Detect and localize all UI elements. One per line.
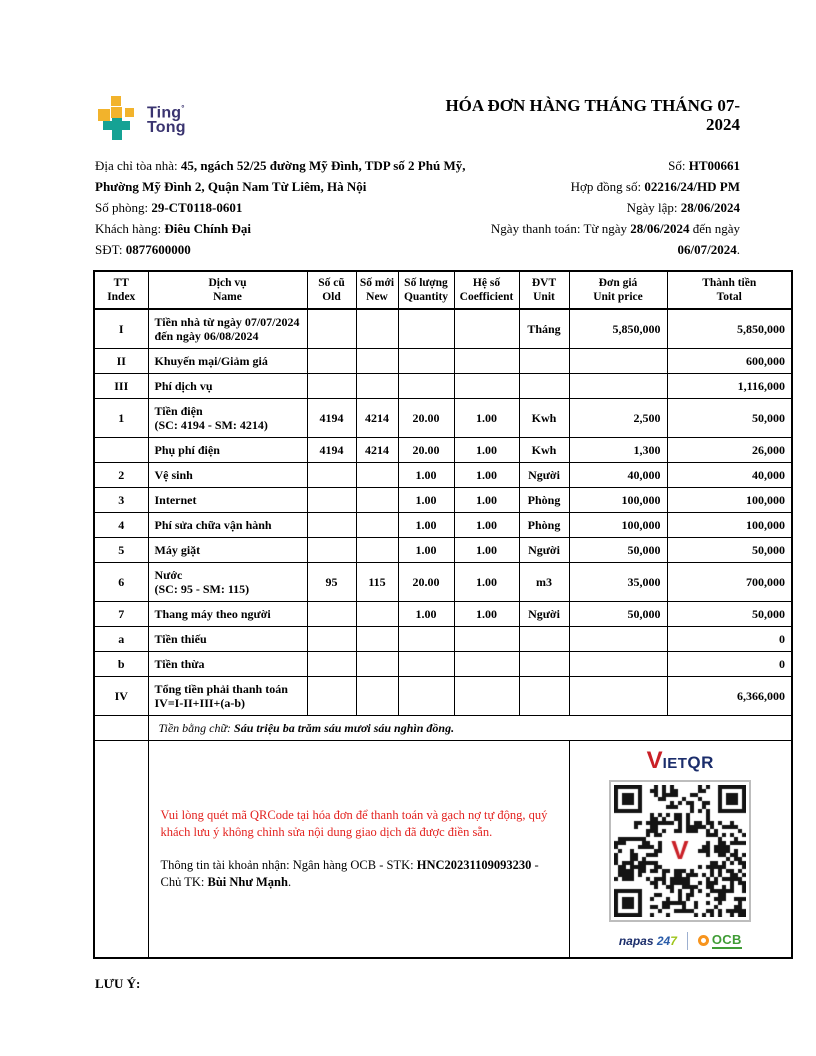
page-title: HÓA ĐƠN HÀNG THÁNG THÁNG 07-2024 [445, 96, 740, 134]
invoice-info-left [95, 155, 483, 260]
cell-total: 600,000 [667, 349, 792, 374]
cell-total: 26,000 [667, 438, 792, 463]
cell-unit-price: 100,000 [569, 513, 667, 538]
logo-divider [687, 932, 688, 950]
cell-total: 5,850,000 [667, 309, 792, 349]
cell-name: Vệ sinh [148, 463, 307, 488]
cell-coefficient: 1.00 [454, 463, 519, 488]
cell-coefficient: 1.00 [454, 563, 519, 602]
cell-old: 4194 [307, 438, 356, 463]
cell-coefficient [454, 309, 519, 349]
cell-unit-price [569, 374, 667, 399]
cell-index: III [94, 374, 148, 399]
amount-in-words-row [94, 716, 792, 741]
col-header-total: Thành tiền Total [667, 271, 792, 309]
col-header-index: TT Index [94, 271, 148, 309]
cell-old [307, 374, 356, 399]
cell-index: b [94, 652, 148, 677]
phone-line: SĐT: 0877600000 [95, 242, 191, 257]
table-row [94, 488, 792, 513]
cell-coefficient: 1.00 [454, 438, 519, 463]
cell-index: 4 [94, 513, 148, 538]
invoice-table-body [94, 309, 792, 716]
cell-unit: Tháng [519, 309, 569, 349]
cell-new: 4214 [356, 399, 398, 438]
table-row [94, 563, 792, 602]
cell-total: 1,116,000 [667, 374, 792, 399]
table-row [94, 602, 792, 627]
cell-quantity [398, 677, 454, 716]
cell-index: 5 [94, 538, 148, 563]
notes-heading: LƯU Ý: [95, 975, 141, 991]
cell-index: IV [94, 677, 148, 716]
qr-code [614, 785, 746, 917]
cell-new [356, 538, 398, 563]
cell-quantity: 20.00 [398, 563, 454, 602]
cell-old [307, 677, 356, 716]
cell-quantity [398, 652, 454, 677]
invoice-info [95, 155, 790, 260]
cell-unit-price: 50,000 [569, 538, 667, 563]
cell-total: 40,000 [667, 463, 792, 488]
cell-unit-price: 40,000 [569, 463, 667, 488]
cell-index: 7 [94, 602, 148, 627]
cell-unit [519, 627, 569, 652]
col-header-old: Số cũ Old [307, 271, 356, 309]
cell-name: Tiền thiếu [148, 627, 307, 652]
col-header-new: Số mới New [356, 271, 398, 309]
cell-new: 4214 [356, 438, 398, 463]
cell-name: Máy giặt [148, 538, 307, 563]
cell-name: Tiền điện (SC: 4194 - SM: 4214) [148, 399, 307, 438]
cell-coefficient [454, 349, 519, 374]
invoice-number-line: Số: HT00661 [668, 158, 740, 173]
qr-payment-notice: Vui lòng quét mã QRCode tại hóa đơn để thanh toán và gạch nợ tự động, quý khách lưu ý không chỉnh sửa nội dung giao dịch đã được điền sẵn. [160, 807, 548, 839]
cell-quantity: 1.00 [398, 513, 454, 538]
cell-coefficient [454, 652, 519, 677]
cell-quantity: 1.00 [398, 463, 454, 488]
customer-line: Khách hàng: Điêu Chính Đại [95, 221, 252, 236]
cell-total: 0 [667, 652, 792, 677]
cell-total: 50,000 [667, 602, 792, 627]
invoice-table-header [94, 271, 792, 309]
col-header-unit: ĐVT Unit [519, 271, 569, 309]
cell-total: 6,366,000 [667, 677, 792, 716]
cell-old: 95 [307, 563, 356, 602]
cell-total: 100,000 [667, 513, 792, 538]
cell-new: 115 [356, 563, 398, 602]
cell-index: 6 [94, 563, 148, 602]
page-header [95, 96, 790, 140]
cell-quantity [398, 627, 454, 652]
cell-new [356, 677, 398, 716]
cell-name: Thang máy theo người [148, 602, 307, 627]
cell-unit-price [569, 677, 667, 716]
cell-old [307, 463, 356, 488]
cell-coefficient [454, 677, 519, 716]
cell-index: 3 [94, 488, 148, 513]
cell-unit-price: 5,850,000 [569, 309, 667, 349]
cell-old: 4194 [307, 399, 356, 438]
receiving-account-info: Thông tin tài khoản nhận: Ngân hàng OCB - STK: HNC20231109093230 - Chủ TK: Bùi Như Mạnh. [160, 857, 539, 889]
cell-old [307, 627, 356, 652]
qr-bank-logos [574, 932, 788, 950]
table-row [94, 513, 792, 538]
cell-name: Tổng tiền phải thanh toán IV=I-II+III+(a-b) [148, 677, 307, 716]
amount-in-words-cell [148, 716, 792, 741]
cell-coefficient: 1.00 [454, 399, 519, 438]
cell-unit-price [569, 349, 667, 374]
cell-new [356, 488, 398, 513]
cell-name: Internet [148, 488, 307, 513]
cell-quantity [398, 349, 454, 374]
cell-quantity: 1.00 [398, 538, 454, 563]
cell-name: Khuyến mại/Giảm giá [148, 349, 307, 374]
invoice-table-footer [94, 716, 792, 958]
cell-new [356, 309, 398, 349]
cell-index [94, 438, 148, 463]
cell-name: Phí sửa chữa vận hành [148, 513, 307, 538]
cell-total: 50,000 [667, 399, 792, 438]
cell-quantity: 1.00 [398, 488, 454, 513]
cell-unit-price: 1,300 [569, 438, 667, 463]
col-header-coefficient: Hệ số Coefficient [454, 271, 519, 309]
tingtong-logo-text: Ting° Tong [147, 103, 186, 137]
cell-unit-price [569, 627, 667, 652]
tingtong-logo-icon [95, 96, 139, 140]
cell-unit-price: 35,000 [569, 563, 667, 602]
napas-247-logo: napas 247 [618, 933, 677, 948]
room-number-line: Số phòng: 29-CT0118-0601 [95, 200, 243, 215]
cell-coefficient: 1.00 [454, 602, 519, 627]
cell-unit-price: 50,000 [569, 602, 667, 627]
building-address-line: Địa chỉ tòa nhà: 45, ngách 52/25 đường Mỹ Đình, TDP số 2 Phú Mỹ, Phường Mỹ Đình 2, Quận Nam Từ Liêm, Hà Nội [95, 158, 466, 194]
cell-quantity: 20.00 [398, 438, 454, 463]
table-row [94, 677, 792, 716]
cell-coefficient: 1.00 [454, 538, 519, 563]
ocb-circle-icon [698, 935, 709, 946]
cell-index: a [94, 627, 148, 652]
cell-unit-price [569, 652, 667, 677]
cell-unit [519, 374, 569, 399]
cell-unit [519, 349, 569, 374]
cell-old [307, 349, 356, 374]
ocb-logo: OCB [698, 933, 742, 949]
table-row [94, 652, 792, 677]
qr-frame [609, 780, 751, 922]
amount-in-words-value: Sáu triệu ba trăm sáu mươi sáu nghìn đồng. [234, 721, 455, 735]
cell-unit [519, 677, 569, 716]
table-row [94, 309, 792, 349]
cell-name: Phụ phí điện [148, 438, 307, 463]
invoice-table [93, 270, 793, 959]
table-row [94, 463, 792, 488]
cell-unit-price: 100,000 [569, 488, 667, 513]
cell-quantity: 20.00 [398, 399, 454, 438]
col-header-quantity: Số lượng Quantity [398, 271, 454, 309]
table-row [94, 538, 792, 563]
cell-unit-price: 2,500 [569, 399, 667, 438]
vietqr-logo: VIETQR [646, 746, 714, 774]
cell-old [307, 652, 356, 677]
cell-new [356, 463, 398, 488]
registered-mark-icon: ° [181, 103, 185, 113]
issue-date-line: Ngày lập: 28/06/2024 [626, 200, 740, 215]
col-header-unit-price: Đơn giá Unit price [569, 271, 667, 309]
cell-unit: Người [519, 538, 569, 563]
cell-new [356, 513, 398, 538]
cell-quantity: 1.00 [398, 602, 454, 627]
payment-instructions-cell [148, 741, 569, 958]
qr-code-cell [569, 741, 792, 958]
cell-old [307, 513, 356, 538]
qr-row [94, 741, 792, 958]
cell-unit [519, 652, 569, 677]
table-row [94, 399, 792, 438]
cell-total: 50,000 [667, 538, 792, 563]
cell-new [356, 652, 398, 677]
cell-unit: Kwh [519, 399, 569, 438]
table-row [94, 374, 792, 399]
cell-unit: Phòng [519, 513, 569, 538]
cell-index: I [94, 309, 148, 349]
cell-index: 2 [94, 463, 148, 488]
cell-unit: Phòng [519, 488, 569, 513]
contract-number-line: Hợp đồng số: 02216/24/HD PM [570, 179, 740, 194]
amount-in-words-label: Tiền bằng chữ: [158, 721, 235, 735]
table-row [94, 627, 792, 652]
cell-old [307, 538, 356, 563]
qr-row-index-cell [94, 741, 148, 958]
cell-new [356, 374, 398, 399]
cell-new [356, 349, 398, 374]
cell-quantity [398, 374, 454, 399]
cell-index: II [94, 349, 148, 374]
cell-old [307, 488, 356, 513]
cell-name: Tiền nhà từ ngày 07/07/2024 đến ngày 06/08/2024 [148, 309, 307, 349]
cell-quantity [398, 309, 454, 349]
cell-index: 1 [94, 399, 148, 438]
cell-unit: m3 [519, 563, 569, 602]
tingtong-logo [95, 96, 186, 140]
cell-coefficient: 1.00 [454, 513, 519, 538]
cell-name: Phí dịch vụ [148, 374, 307, 399]
cell-old [307, 309, 356, 349]
cell-new [356, 602, 398, 627]
cell-unit: Người [519, 463, 569, 488]
cell-unit: Kwh [519, 438, 569, 463]
cell-total: 700,000 [667, 563, 792, 602]
cell-name: Tiền thừa [148, 652, 307, 677]
payment-period-line: Ngày thanh toán: Từ ngày 28/06/2024 đến ngày 06/07/2024. [490, 221, 740, 257]
cell-unit: Người [519, 602, 569, 627]
cell-total: 0 [667, 627, 792, 652]
cell-total: 100,000 [667, 488, 792, 513]
table-row [94, 349, 792, 374]
col-header-name: Dịch vụ Name [148, 271, 307, 309]
amount-words-index-cell [94, 716, 148, 741]
cell-coefficient: 1.00 [454, 488, 519, 513]
table-row [94, 438, 792, 463]
cell-new [356, 627, 398, 652]
cell-old [307, 602, 356, 627]
invoice-info-right [483, 155, 790, 260]
cell-coefficient [454, 627, 519, 652]
cell-name: Nước (SC: 95 - SM: 115) [148, 563, 307, 602]
cell-coefficient [454, 374, 519, 399]
